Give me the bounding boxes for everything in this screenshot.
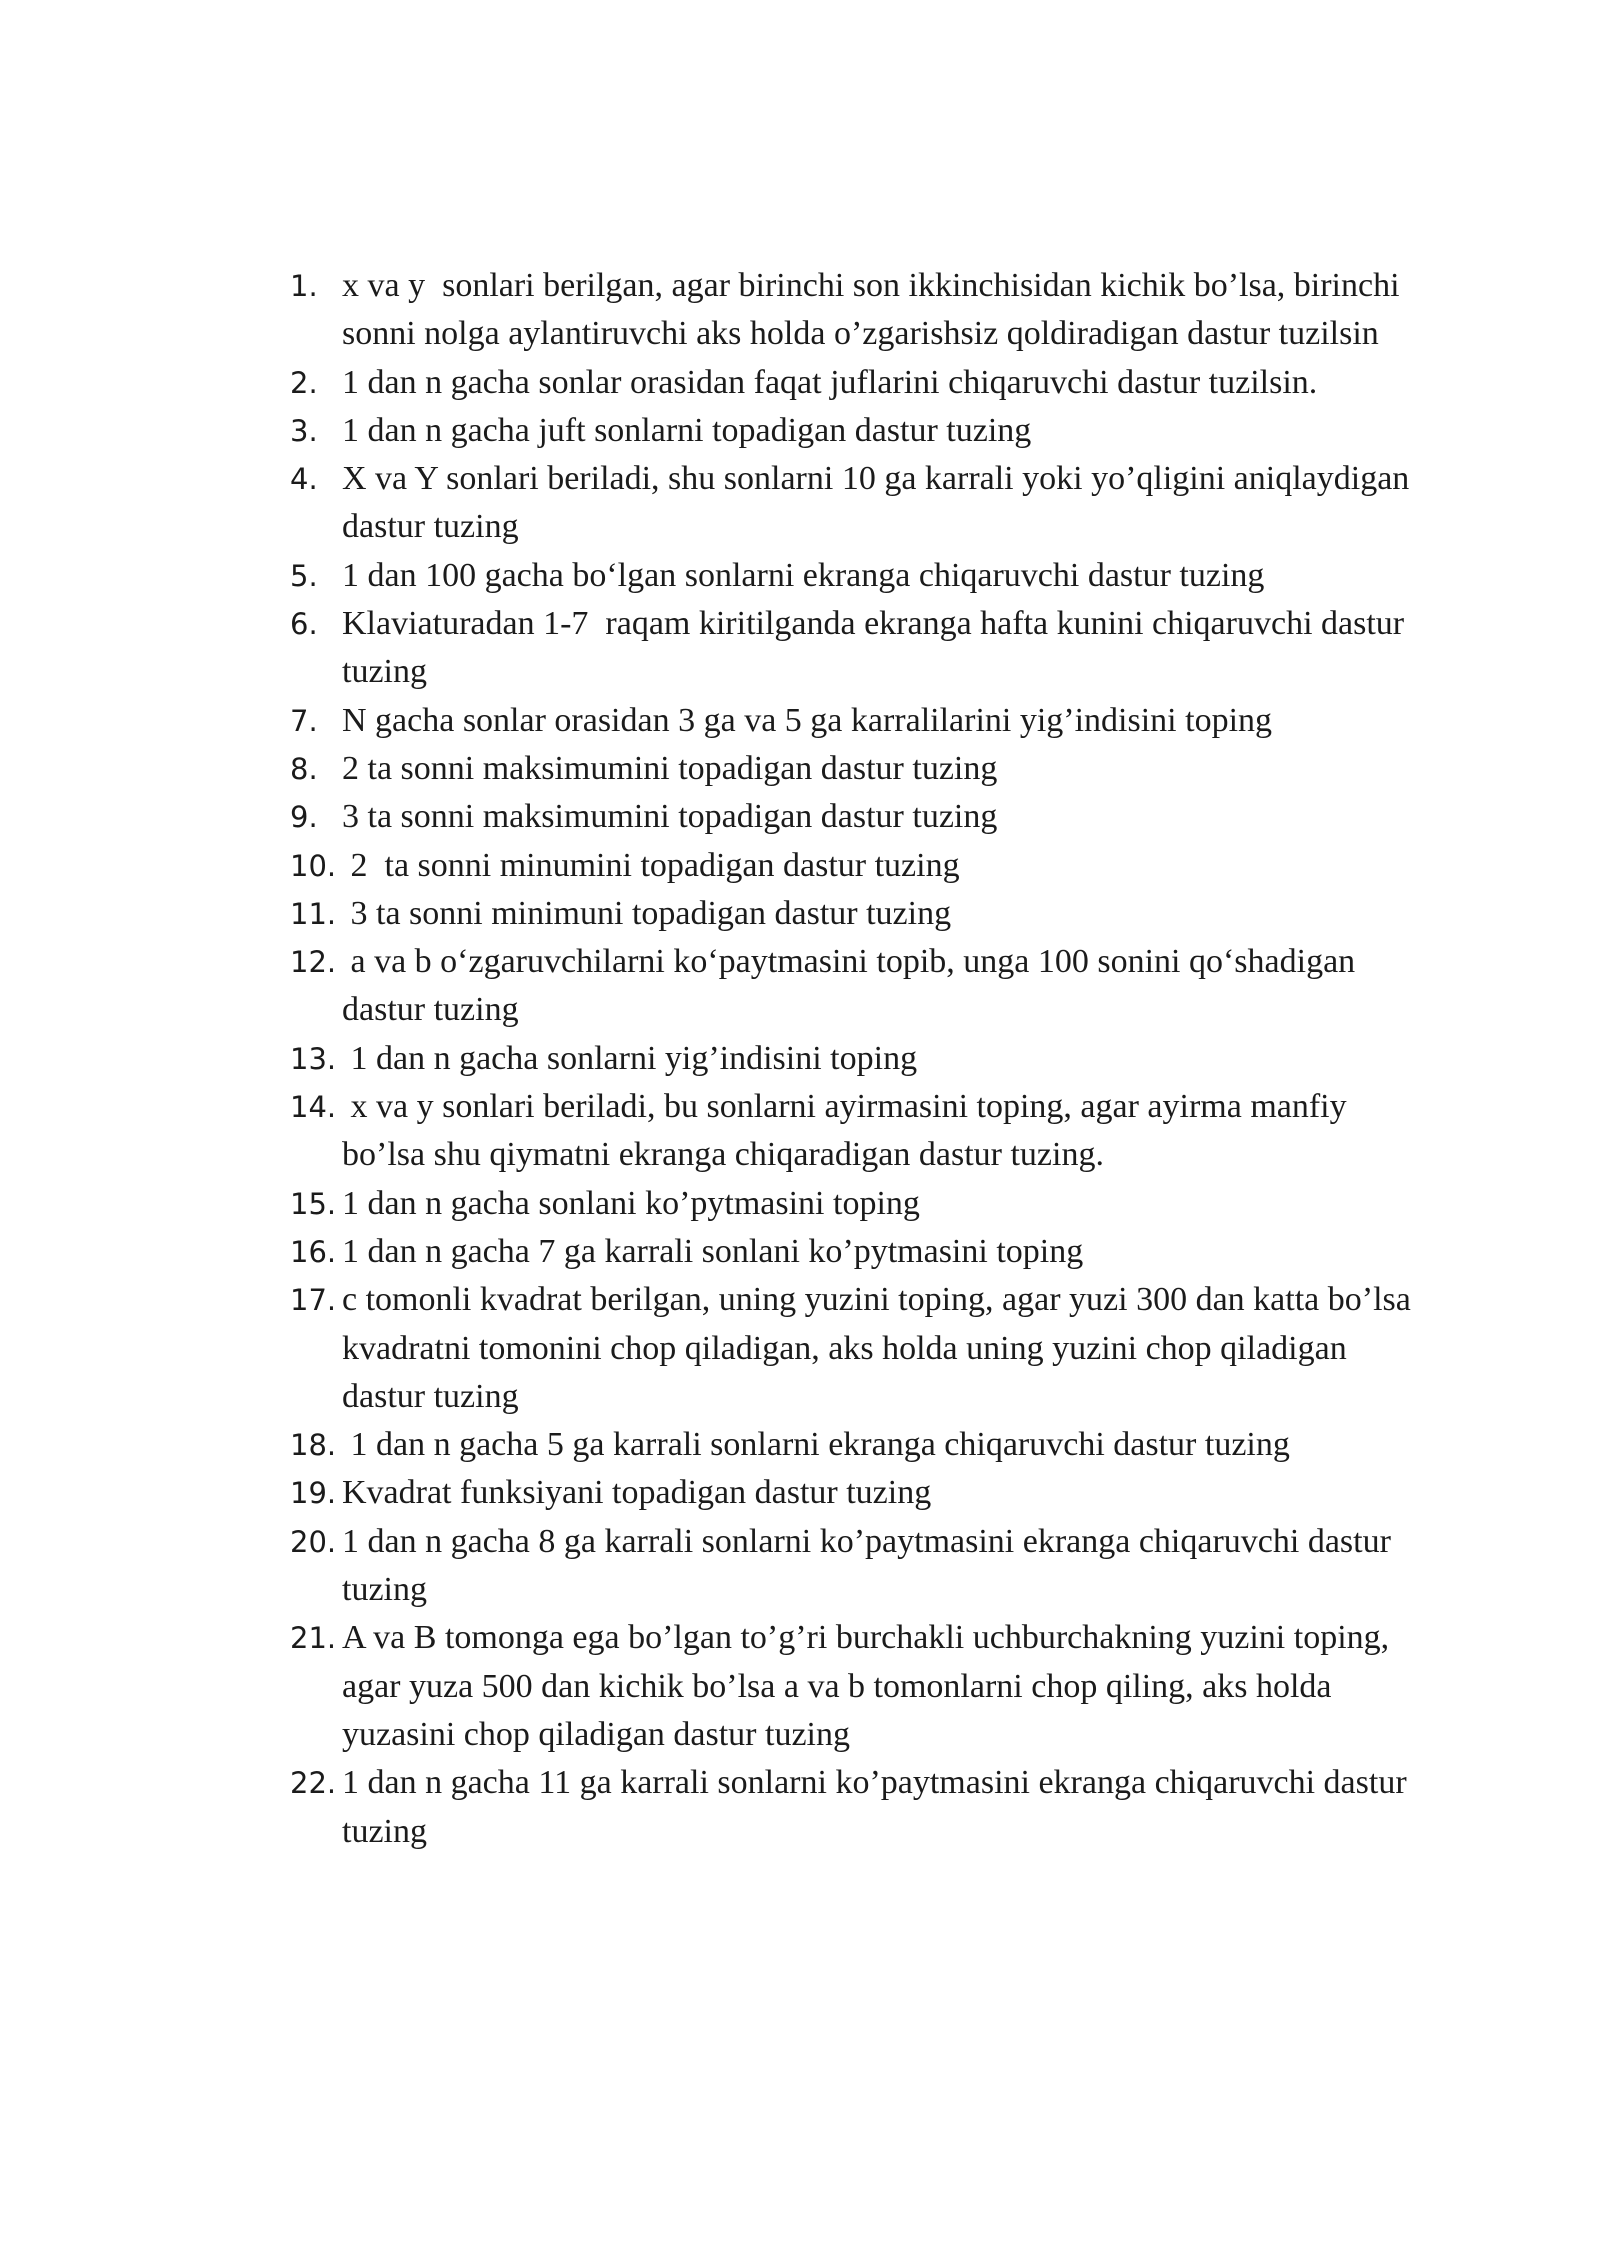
item-number: 13. (290, 1041, 337, 1076)
list-item (290, 552, 1420, 600)
list-item (290, 359, 1420, 407)
list-item (290, 938, 1420, 1035)
item-number: 18. (290, 1428, 337, 1463)
item-text: 1 dan n gacha 11 ga karrali sonlarni ko’paytmasini ekranga chiqaruvchi dastur tuzing (342, 1764, 1416, 1850)
item-number: 11. (290, 896, 337, 931)
item-text: 1 dan n gacha 7 ga karrali sonlani ko’pytmasini toping (342, 1232, 1084, 1270)
item-text: c tomonli kvadrat berilgan, uning yuzini toping, agar yuzi 300 dan katta bo’lsa kvadratni tomonini chop qiladigan, aks holda uning yuzini chop qiladigan dastur tuzing (342, 1281, 1420, 1415)
item-text: 1 dan n gacha 8 ga karrali sonlarni ko’paytmasini ekranga chiqaruvchi dastur tuzing (342, 1522, 1400, 1609)
list-item (290, 1228, 1420, 1276)
item-number: 3. (290, 413, 318, 448)
item-text: 3 ta sonni minimuni topadigan dastur tuzing (342, 894, 952, 932)
list-item (290, 1614, 1420, 1759)
item-text: x va y sonlari berilgan, agar birinchi son ikkinchisidan kichik bo’lsa, birinchi sonni nolga aylantiruvchi aks holda o’zgarishsiz qoldiradigan dastur tuzilsin (342, 267, 1409, 353)
item-number: 22. (290, 1766, 337, 1801)
item-text: 2 ta sonni maksimumini topadigan dastur tuzing (342, 749, 998, 787)
list-item (290, 1518, 1420, 1615)
item-number: 14. (290, 1090, 337, 1125)
list-item (290, 1276, 1420, 1421)
list-item (290, 1759, 1420, 1856)
item-number: 16. (290, 1234, 337, 1269)
list-item (290, 1421, 1420, 1469)
item-number: 21. (290, 1621, 337, 1656)
list-item (290, 745, 1420, 793)
item-number: 2. (290, 365, 318, 400)
item-text: 1 dan n gacha juft sonlarni topadigan dastur tuzing (342, 411, 1032, 449)
list-item (290, 890, 1420, 938)
list-item (290, 262, 1420, 359)
item-text: Klaviaturadan 1-7 raqam kiritilganda ekranga hafta kunini chiqaruvchi dastur tuzing (342, 605, 1413, 691)
item-number: 15. (290, 1186, 337, 1221)
list-item (290, 1180, 1420, 1228)
item-number: 17. (290, 1283, 337, 1318)
item-text: Kvadrat funksiyani topadigan dastur tuzing (342, 1474, 932, 1512)
list-item (290, 1469, 1420, 1517)
item-number: 12. (290, 945, 337, 980)
item-text: 1 dan n gacha sonlarni yig’indisini toping (342, 1039, 918, 1077)
task-list (290, 262, 1420, 1856)
item-text: x va y sonlari beriladi, bu sonlarni ayirmasini toping, agar ayirma manfiy bo’lsa shu qiymatni ekranga chiqaradigan dastur tuzing. (342, 1088, 1356, 1174)
item-text: 1 dan n gacha sonlar orasidan faqat juflarini chiqaruvchi dastur tuzilsin. (342, 363, 1318, 401)
list-item (290, 600, 1420, 697)
list-item (290, 697, 1420, 745)
list-item (290, 793, 1420, 841)
item-text: a va b o‘zgaruvchilarni ko‘paytmasini topib, unga 100 sonini qo‘shadigan dastur tuzing (342, 943, 1364, 1029)
item-text: A va B tomonga ega bo’lgan to’g’ri burchakli uchburchakning yuzini toping, agar yuza 500 dan kichik bo’lsa a va b tomonlarni chop qiling, aks holda yuzasini chop qiladigan dastur tuzing (342, 1619, 1398, 1753)
list-item (290, 842, 1420, 890)
item-number: 20. (290, 1524, 337, 1559)
item-number: 7. (290, 703, 318, 738)
list-item (290, 1083, 1420, 1180)
item-number: 9. (290, 800, 318, 835)
list-item (290, 407, 1420, 455)
item-number: 4. (290, 462, 318, 497)
item-number: 6. (290, 607, 318, 642)
item-text: 1 dan n gacha sonlani ko’pytmasini toping (342, 1184, 920, 1222)
list-item (290, 455, 1420, 552)
list-item (290, 1035, 1420, 1083)
item-text: 3 ta sonni maksimumini topadigan dastur tuzing (342, 798, 998, 836)
item-number: 8. (290, 751, 318, 786)
item-text: 1 dan 100 gacha bo‘lgan sonlarni ekranga chiqaruvchi dastur tuzing (342, 556, 1265, 594)
item-number: 19. (290, 1476, 337, 1511)
item-text: X va Y sonlari beriladi, shu sonlarni 10 ga karrali yoki yo’qligini aniqlaydigan dastur tuzing (342, 460, 1418, 546)
item-number: 5. (290, 558, 318, 593)
item-text: 2 ta sonni minumini topadigan dastur tuzing (342, 846, 960, 884)
item-text: 1 dan n gacha 5 ga karrali sonlarni ekranga chiqaruvchi dastur tuzing (342, 1426, 1290, 1464)
item-number: 1. (290, 269, 318, 303)
item-number: 10. (290, 848, 337, 883)
item-text: N gacha sonlar orasidan 3 ga va 5 ga karralilarini yig’indisini toping (342, 701, 1273, 739)
